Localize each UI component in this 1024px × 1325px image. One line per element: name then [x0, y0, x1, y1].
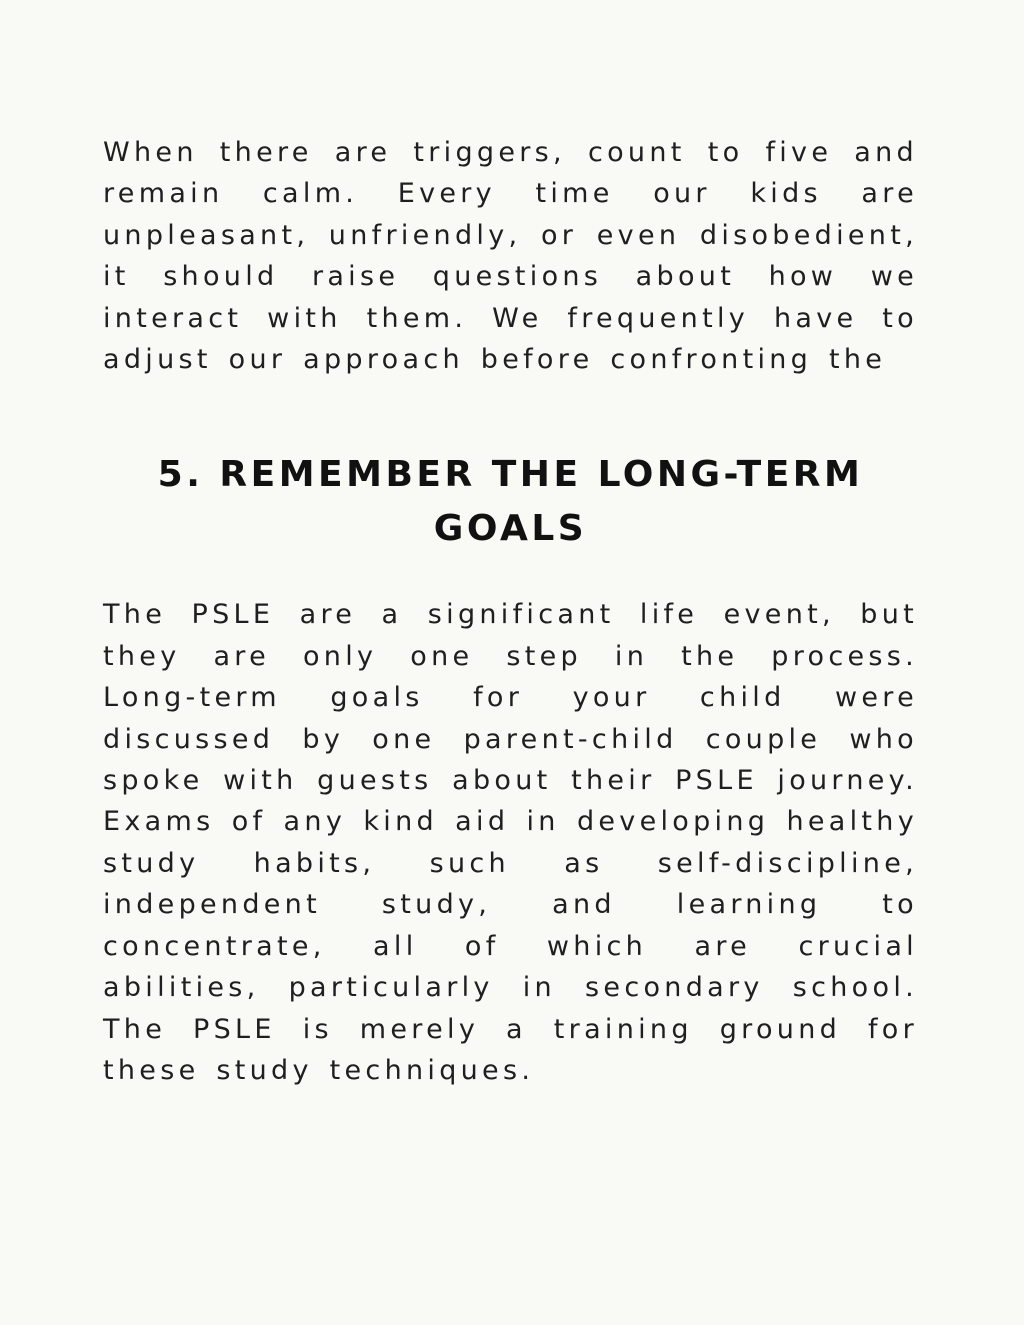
section-paragraph: The PSLE are a significant life event, but they are only one step in the process. Long-term goals for your child were discussed by one parent-child couple who spoke with guests about their PSLE journey. Exams of any kind aid in developing healthy study habits, such as self-discipline, independent study, and learning to concentrate, all of which are crucial abilities, particularly in secondary school. The PSLE is merely a training ground for these study techniques.	[103, 599, 918, 1086]
section-heading: 5. REMEMBER THE LONG-TERM GOALS	[157, 454, 864, 550]
document-page	[103, 132, 918, 1091]
intro-paragraph: When there are triggers, count to five and remain calm. Every time our kids are unpleasant, unfriendly, or even disobedient, it should raise questions about how we interact with them. We frequently have to adjust our approach before confronting the	[103, 137, 918, 376]
